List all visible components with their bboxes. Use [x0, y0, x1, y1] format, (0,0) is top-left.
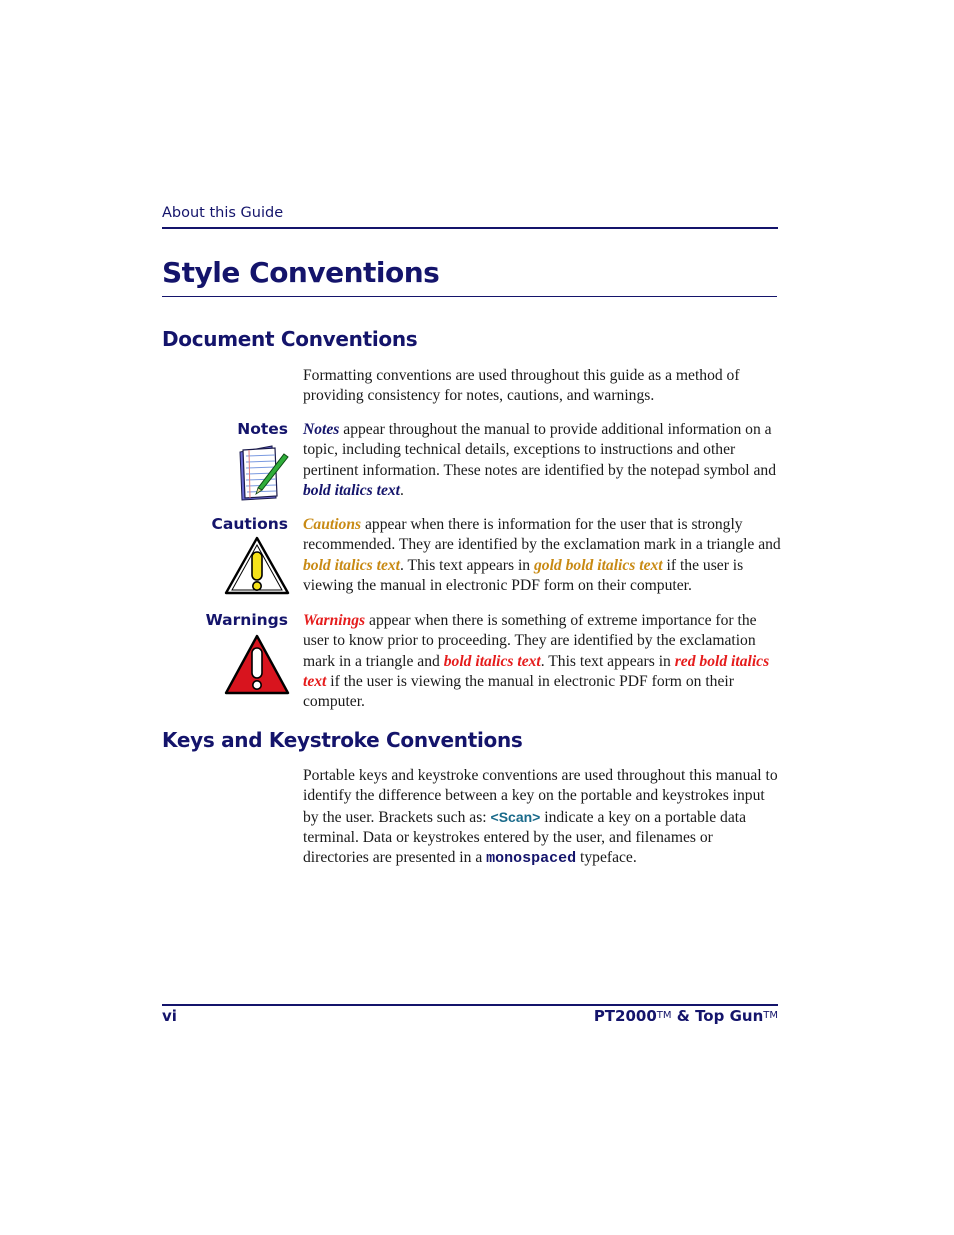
product-name-2: & Top Gun [671, 1007, 764, 1025]
keys-text-part: Portable keys and keystroke conventions are used throughout this manual to identify the difference between a key on the portable and keystrokes input by the user. Brackets such as: [303, 767, 778, 826]
warnings-text-part: appear when there is something of extreme importance for the user to know prior to proceeding. They are identified by the exclamation mark in a triangle and [303, 612, 757, 670]
warning-triangle-icon [224, 634, 290, 701]
notes-label: Notes [237, 420, 288, 438]
scan-key-example: <Scan> [490, 808, 541, 825]
document-conventions-intro: Formatting conventions are used throughout this guide as a method of providing consistency for notes, cautions, and warnings. [303, 367, 740, 405]
cautions-text-part: appear when there is information for the user that is strongly recommended. They are identified by the exclamation mark in a triangle and [303, 516, 781, 554]
header-rule [162, 227, 778, 229]
warnings-label: Warnings [205, 611, 288, 629]
notepad-icon [234, 444, 290, 507]
cautions-label: Cautions [211, 515, 288, 533]
warnings-text [303, 611, 781, 712]
cautions-emphasis-1: bold italics text [303, 556, 401, 574]
keys-text-end: typeface. [576, 849, 637, 867]
cautions-emphasis-2: gold bold italics text [534, 556, 663, 574]
warnings-text-end: if the user is viewing the manual in electronic PDF form on their computer. [303, 672, 734, 711]
cautions-lead: Cautions [303, 516, 362, 533]
document-conventions-heading: Document Conventions [162, 327, 418, 351]
page-title: Style Conventions [162, 256, 440, 289]
monospaced-example: monospaced [486, 850, 577, 868]
warnings-emphasis-2: red bold italics text [303, 652, 770, 690]
warnings-emphasis-1: bold italics text [443, 652, 541, 670]
keys-text-part-2: indicate a key on a portable data terminal. Data or keystrokes entered by the user, and filenames or directories are presented in a [303, 808, 747, 867]
warnings-lead: Warnings [303, 612, 366, 629]
notes-text-end: . [400, 481, 404, 499]
trademark-2: TM [763, 1010, 778, 1021]
footer-rule [162, 1004, 778, 1006]
product-name-1: PT2000 [593, 1007, 657, 1025]
notes-text [303, 420, 781, 501]
keys-conventions-text [303, 766, 781, 869]
footer-product-name [594, 1007, 778, 1025]
page-number: vi [162, 1007, 177, 1025]
notes-text-part: appear throughout the manual to provide additional information on a topic, including technical details, exceptions to instructions and other pertinent information. These notes are identified by the notepad symbol and [303, 421, 777, 479]
cautions-text [303, 515, 781, 596]
cautions-text-part-2: . This text appears in [400, 556, 534, 574]
cautions-text-end: if the user is viewing the manual in electronic PDF form on their computer. [303, 556, 744, 594]
running-header: About this Guide [162, 205, 284, 221]
notes-lead: Notes [303, 421, 340, 438]
notes-emphasis: bold italics text [303, 481, 401, 499]
caution-triangle-icon [224, 536, 290, 601]
keys-conventions-heading: Keys and Keystroke Conventions [162, 728, 523, 752]
warnings-text-part-2: . This text appears in [540, 652, 675, 670]
trademark-1: TM [656, 1010, 672, 1021]
title-rule [162, 296, 777, 297]
